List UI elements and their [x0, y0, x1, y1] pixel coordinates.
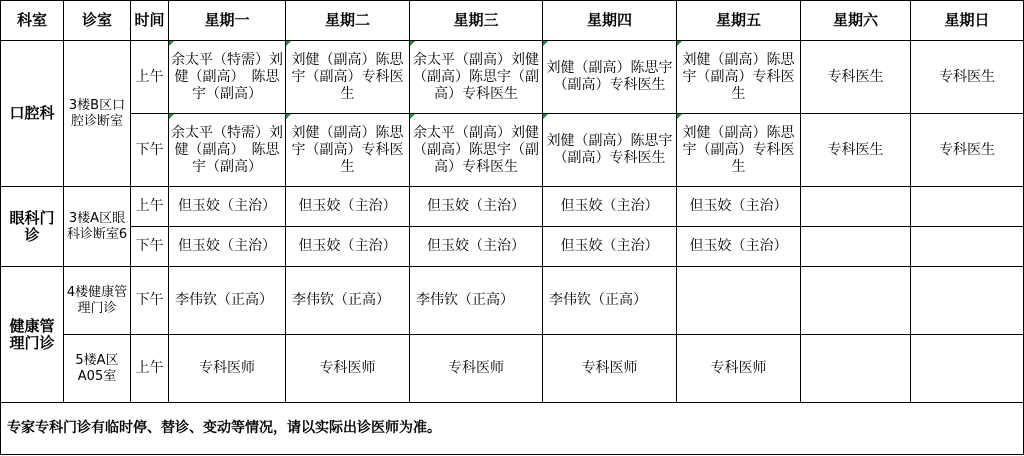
- table-row: [1, 227, 1024, 267]
- schedule-cell: 刘健（副高）陈思宇（副高）专科医生: [543, 114, 677, 187]
- schedule-cell: 刘健（副高）陈思宇（副高）专科医生: [677, 114, 801, 187]
- schedule-cell: 但玉姣（主治）: [410, 187, 543, 227]
- table-row: [1, 41, 1024, 114]
- schedule-cell: [801, 227, 911, 267]
- schedule-cell: 余太平（副高）刘健（副高）陈思宇（副高）专科医生: [410, 114, 543, 187]
- schedule-cell: 但玉姣（主治）: [677, 187, 801, 227]
- table-row: [1, 187, 1024, 227]
- schedule-cell: 专科医师: [543, 335, 677, 403]
- table-row: [1, 114, 1024, 187]
- schedule-cell: 但玉姣（主治）: [543, 187, 677, 227]
- header-sat: 星期六: [801, 1, 911, 41]
- session-time: 上午: [131, 187, 169, 227]
- dept-name: 口腔科: [1, 41, 64, 187]
- table-row: [1, 267, 1024, 335]
- schedule-cell: 李伟钦（正高）: [286, 267, 410, 335]
- schedule-cell: 专科医师: [286, 335, 410, 403]
- schedule-cell: 李伟钦（正高）: [543, 267, 677, 335]
- schedule-cell: 但玉姣（主治）: [169, 187, 286, 227]
- schedule-cell: 专科医师: [169, 335, 286, 403]
- schedule-cell: 但玉姣（主治）: [169, 227, 286, 267]
- header-wed: 星期三: [410, 1, 543, 41]
- schedule-cell: 专科医生: [801, 114, 911, 187]
- schedule-cell: [911, 187, 1024, 227]
- header-dept: 科室: [1, 1, 64, 41]
- schedule-cell: [801, 267, 911, 335]
- schedule-cell: 专科医师: [410, 335, 543, 403]
- session-time: 下午: [131, 114, 169, 187]
- header-row: [1, 1, 1024, 41]
- schedule-cell: 李伟钦（正高）: [169, 267, 286, 335]
- schedule-cell: [911, 335, 1024, 403]
- header-room: 诊室: [64, 1, 131, 41]
- header-fri: 星期五: [677, 1, 801, 41]
- header-thu: 星期四: [543, 1, 677, 41]
- session-time: 上午: [131, 335, 169, 403]
- header-sun: 星期日: [911, 1, 1024, 41]
- room-name: 3楼A区眼科诊断室6: [64, 187, 131, 267]
- dept-name: 健康管理门诊: [1, 267, 64, 403]
- room-name: 5楼A区A05室: [64, 335, 131, 403]
- session-time: 下午: [131, 267, 169, 335]
- schedule-cell: [911, 267, 1024, 335]
- schedule-cell: 专科医生: [801, 41, 911, 114]
- table-row: [1, 335, 1024, 403]
- header-tue: 星期二: [286, 1, 410, 41]
- schedule-cell: [801, 335, 911, 403]
- schedule-cell: 但玉姣（主治）: [410, 227, 543, 267]
- schedule-cell: 余太平（副高）刘健（副高）陈思宇（副高）专科医生: [410, 41, 543, 114]
- schedule-cell: 刘健（副高）陈思宇（副高）专科医生: [286, 41, 410, 114]
- schedule-cell: 刘健（副高）陈思宇（副高）专科医生: [677, 41, 801, 114]
- schedule-cell: 专科医师: [677, 335, 801, 403]
- schedule-cell: 刘健（副高）陈思宇（副高）专科医生: [543, 41, 677, 114]
- schedule-cell: 刘健（副高）陈思宇（副高）专科医生: [286, 114, 410, 187]
- schedule-cell: 但玉姣（主治）: [286, 187, 410, 227]
- schedule-cell: [801, 187, 911, 227]
- schedule-cell: [677, 267, 801, 335]
- schedule-cell: 专科医生: [911, 114, 1024, 187]
- note-row: [1, 403, 1024, 455]
- session-time: 下午: [131, 227, 169, 267]
- schedule-note: 专家专科门诊有临时停、替诊、变动等情况，请以实际出诊医师为准。: [1, 403, 1024, 455]
- header-time: 时间: [131, 1, 169, 41]
- schedule-cell: 但玉姣（主治）: [677, 227, 801, 267]
- header-mon: 星期一: [169, 1, 286, 41]
- room-name: 4楼健康管理门诊: [64, 267, 131, 335]
- schedule-cell: 余太平（特需）刘健（副高） 陈思宇（副高）: [169, 41, 286, 114]
- room-name: 3楼B区口腔诊断室: [64, 41, 131, 187]
- schedule-cell: 余太平（特需）刘健（副高） 陈思宇（副高）: [169, 114, 286, 187]
- session-time: 上午: [131, 41, 169, 114]
- dept-name: 眼科门诊: [1, 187, 64, 267]
- schedule-cell: 但玉姣（主治）: [543, 227, 677, 267]
- schedule-cell: 李伟钦（正高）: [410, 267, 543, 335]
- schedule-cell: [911, 227, 1024, 267]
- schedule-cell: 专科医生: [911, 41, 1024, 114]
- schedule-cell: 但玉姣（主治）: [286, 227, 410, 267]
